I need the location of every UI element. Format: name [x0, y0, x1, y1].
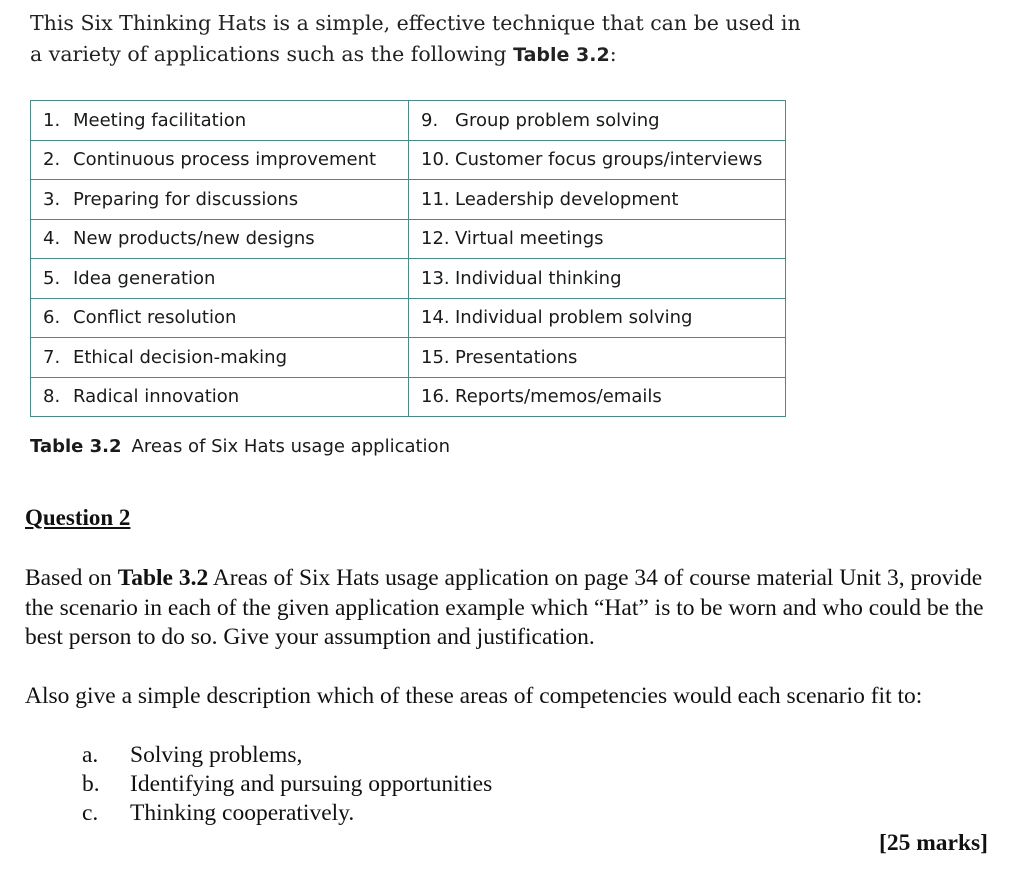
marks-label: [25 marks] — [879, 830, 988, 856]
para1-text: Areas of Six Hats usage application on page 34 of course material Unit 3, provide the scenario in each of the given application example which “Hat” is to be worn and who could be the best person to do so. Give your assumption and justification. — [25, 565, 984, 650]
item-label: Customer focus groups/interviews — [455, 149, 763, 171]
para1-prefix: Based on — [25, 565, 112, 591]
table-caption-text: Areas of Six Hats usage application — [131, 436, 450, 457]
list-item-text: Identifying and pursuing opportunities — [130, 771, 493, 797]
item-number: 4. — [43, 228, 61, 250]
table-row — [31, 377, 786, 417]
intro-suffix: : — [609, 42, 617, 66]
question-paragraph-1 — [25, 564, 1000, 653]
item-number: 3. — [43, 188, 61, 210]
intro-table-ref: Table 3.2 — [513, 44, 610, 66]
item-number: 10. — [421, 149, 450, 171]
table-cell-right — [409, 338, 786, 378]
item-number: 2. — [43, 149, 61, 171]
table-row — [31, 140, 786, 180]
table-cell-right — [409, 140, 786, 180]
item-label: Leadership development — [455, 188, 679, 210]
competency-list — [82, 741, 492, 828]
table-cell-right — [409, 298, 786, 338]
table-cell-right — [409, 101, 786, 141]
table-cell-left — [31, 298, 409, 338]
table-caption-label: Table 3.2 — [30, 436, 122, 457]
item-number: 16. — [421, 386, 450, 408]
table-row — [31, 338, 786, 378]
list-item — [82, 741, 492, 770]
table-cell-right — [409, 219, 786, 259]
list-item — [82, 799, 492, 828]
item-label: Individual problem solving — [455, 307, 693, 329]
para1-table-ref: Table 3.2 — [117, 565, 209, 591]
item-number: 7. — [43, 346, 61, 368]
table-cell-right — [409, 259, 786, 299]
table-cell-left — [31, 180, 409, 220]
item-number: 14. — [421, 307, 450, 329]
item-number: 15. — [421, 346, 450, 368]
item-number: 11. — [421, 188, 450, 210]
item-label: Reports/memos/emails — [455, 386, 662, 408]
list-item — [82, 770, 492, 799]
intro-text: This Six Thinking Hats is a simple, effective technique that can be used in a variety of applications such as the following — [30, 11, 801, 66]
table-cell-left — [31, 377, 409, 417]
item-label: New products/new designs — [73, 228, 315, 250]
table-cell-left — [31, 140, 409, 180]
item-label: Group problem solving — [455, 109, 660, 131]
item-number: 9. — [421, 109, 439, 131]
list-item-text: Thinking cooperatively. — [130, 800, 355, 826]
list-item-text: Solving problems, — [130, 742, 303, 768]
item-label: Virtual meetings — [455, 228, 604, 250]
table-row — [31, 259, 786, 299]
item-label: Continuous process improvement — [73, 149, 377, 171]
item-label: Presentations — [455, 346, 578, 368]
item-label: Ethical decision-making — [73, 346, 288, 368]
item-number: 8. — [43, 386, 61, 408]
table-cell-left — [31, 219, 409, 259]
question-heading: Question 2 — [25, 505, 131, 530]
item-number: 12. — [421, 228, 450, 250]
table-cell-left — [31, 101, 409, 141]
table-cell-left — [31, 338, 409, 378]
table-row — [31, 180, 786, 220]
list-item-letter: b. — [82, 771, 100, 797]
list-item-letter: a. — [82, 742, 99, 768]
table-row — [31, 219, 786, 259]
table-cell-left — [31, 259, 409, 299]
item-label: Meeting facilitation — [73, 109, 247, 131]
list-item-letter: c. — [82, 800, 99, 826]
intro-paragraph — [30, 8, 810, 71]
table-cell-right — [409, 377, 786, 417]
question-paragraph-2: Also give a simple description which of these areas of competencies would each scenario fit to: — [25, 683, 923, 709]
usage-areas-table — [30, 100, 786, 417]
item-label: Individual thinking — [455, 267, 622, 289]
item-label: Radical innovation — [73, 386, 240, 408]
item-label: Idea generation — [73, 267, 216, 289]
item-number: 1. — [43, 109, 61, 131]
item-label: Preparing for discussions — [73, 188, 299, 210]
item-number: 13. — [421, 267, 450, 289]
table-cell-right — [409, 180, 786, 220]
item-number: 5. — [43, 267, 61, 289]
item-label: Conflict resolution — [73, 307, 237, 329]
item-number: 6. — [43, 307, 61, 329]
table-row — [31, 101, 786, 141]
table-caption — [30, 436, 450, 457]
table-row — [31, 298, 786, 338]
